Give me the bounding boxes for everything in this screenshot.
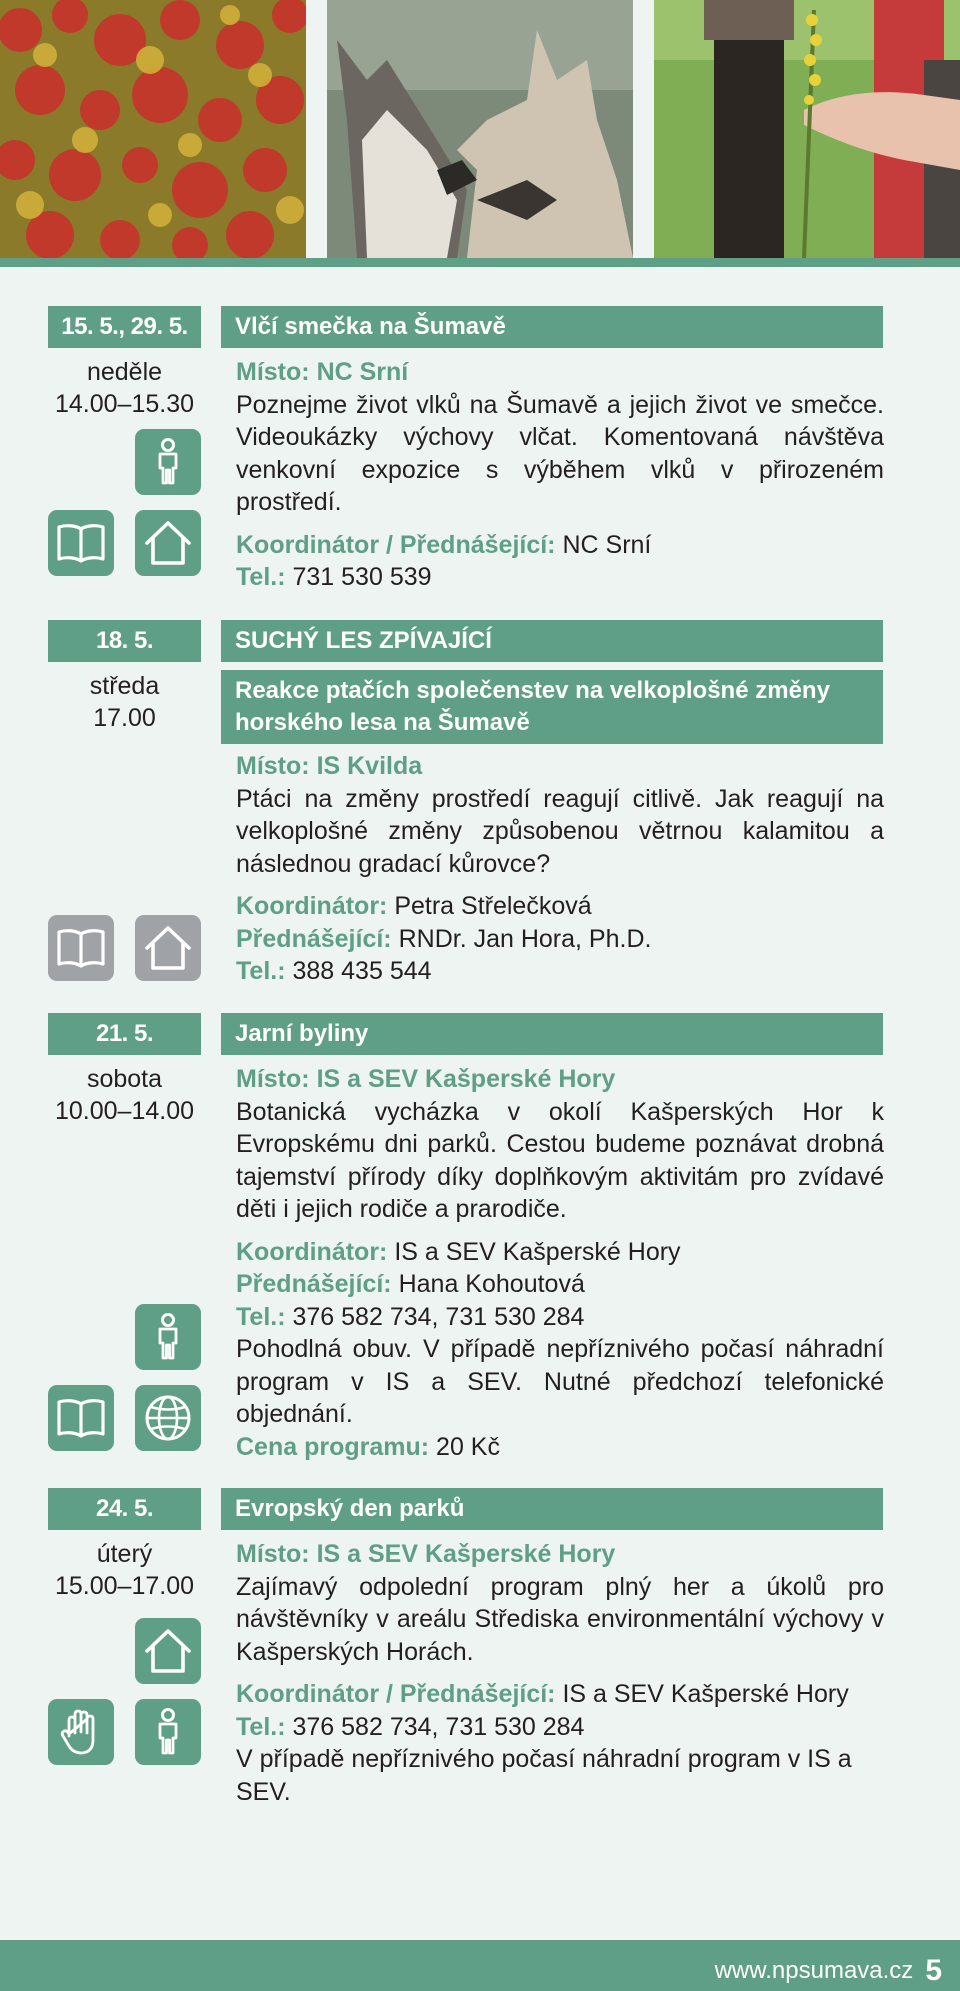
coordinator-label: Koordinátor:	[236, 892, 388, 920]
book-icon	[48, 915, 114, 981]
event-title: Jarní byliny	[221, 1013, 883, 1055]
house-icon	[135, 915, 201, 981]
coordinator-label: Koordinátor / Přednášející:	[236, 530, 556, 559]
book-icon	[48, 510, 114, 576]
place-label: Místo:	[236, 1065, 310, 1093]
hand-icon	[48, 1699, 114, 1765]
event-description: Botanická vycházka v okolí Kašperských Hor k Evropskému dni parků. Cestou budeme poznávat drobná tajemství přírody díky doplňkovým aktivitám pro zvídavé děti i jejich rodiče a prarodiče.	[236, 1097, 884, 1223]
tel-label: Tel.:	[236, 1712, 286, 1741]
photo-wolves	[327, 0, 633, 258]
event-date: 18. 5.	[48, 620, 201, 662]
event-day-time	[48, 670, 201, 734]
house-icon	[135, 510, 201, 576]
coordinator-value: Petra Střelečková	[394, 892, 592, 920]
event-body	[236, 1063, 884, 1463]
globe-icon	[135, 1385, 201, 1451]
event-title: Vlčí smečka na Šumavě	[221, 306, 883, 348]
tel-value: 388 435 544	[292, 957, 432, 985]
event-day-time	[48, 1063, 201, 1127]
event-date: 15. 5., 29. 5.	[48, 306, 201, 348]
child-icon	[135, 429, 201, 495]
header-photos	[0, 0, 960, 258]
lecturer-value: Hana Kohoutová	[398, 1270, 585, 1298]
tel-value: 376 582 734, 731 530 284	[292, 1302, 585, 1331]
event-time: 14.00–15.30	[54, 390, 195, 418]
place-label: Místo:	[236, 752, 310, 780]
event-day-time	[48, 356, 201, 420]
footer-divider	[0, 1940, 960, 1950]
event-day: středa	[89, 672, 160, 700]
event-day: neděle	[86, 358, 163, 386]
price-value: 20 Kč	[436, 1432, 500, 1461]
tel-label: Tel.:	[236, 1302, 286, 1331]
book-icon	[48, 1385, 114, 1451]
place-value: IS Kvilda	[316, 752, 423, 780]
photo-moss	[0, 0, 306, 258]
event-note: Pohodlná obuv. V případě nepříznivého počasí náhradní program v IS a SEV. Nutné předchozí telefonické objednání.	[236, 1335, 884, 1428]
event-day: úterý	[96, 1540, 153, 1568]
event-title: Evropský den parků	[221, 1488, 883, 1530]
coordinator-value: IS a SEV Kašperské Hory	[562, 1680, 849, 1708]
event-date: 21. 5.	[48, 1013, 201, 1055]
place-label: Místo:	[236, 358, 310, 386]
event-time: 15.00–17.00	[54, 1572, 195, 1600]
event-date: 24. 5.	[48, 1488, 201, 1530]
coordinator-label: Koordinátor:	[236, 1237, 388, 1266]
header-divider	[0, 258, 960, 267]
event-day-time	[48, 1538, 201, 1602]
event-day: sobota	[86, 1065, 163, 1093]
event-body	[236, 356, 884, 594]
house-icon	[135, 1618, 201, 1684]
tel-label: Tel.:	[236, 957, 286, 985]
footer	[0, 1950, 960, 1991]
tel-value: 731 530 539	[292, 563, 432, 591]
series-title: SUCHÝ LES ZPÍVAJÍCÍ	[221, 620, 883, 662]
footer-url[interactable]: www.npsumava.cz	[714, 1956, 914, 1984]
event-note: V případě nepříznivého počasí náhradní program v IS a SEV.	[236, 1745, 852, 1806]
event-time: 10.00–14.00	[54, 1097, 195, 1125]
place-value: NC Srní	[316, 358, 409, 386]
place-value: IS a SEV Kašperské Hory	[316, 1540, 616, 1568]
lecturer-label: Přednášející:	[236, 924, 392, 953]
event-body	[236, 750, 884, 988]
coordinator-value: NC Srní	[562, 530, 652, 559]
photo-plant	[654, 0, 960, 258]
page-number: 5	[925, 1953, 942, 1987]
event-description: Poznejme život vlků na Šumavě a jejich život ve smečce. Videoukázky výchovy vlčat. Komentovaná návštěva venkovní expozice s výběhem vlků v přirozeném prostředí.	[236, 390, 884, 516]
lecturer-label: Přednášející:	[236, 1270, 392, 1298]
coordinator-value: IS a SEV Kašperské Hory	[394, 1237, 681, 1266]
event-description: Zajímavý odpolední program plný her a úkolů pro návštěvníky v areálu Střediska environmentální výchovy v Kašperských Horách.	[236, 1572, 884, 1666]
event-description: Ptáci na změny prostředí reagují citlivě. Jak reagují na velkoplošné změny způsobenou větrnou kalamitou a následnou gradací kůrovce?	[236, 784, 884, 878]
event-title: Reakce ptačích společenstev na velkoplošné změny horského lesa na Šumavě	[221, 670, 883, 744]
place-value: IS a SEV Kašperské Hory	[316, 1065, 616, 1093]
child-icon	[135, 1699, 201, 1765]
coordinator-label: Koordinátor / Přednášející:	[236, 1680, 556, 1708]
tel-label: Tel.:	[236, 563, 286, 591]
tel-value: 376 582 734, 731 530 284	[292, 1712, 585, 1741]
lecturer-value: RNDr. Jan Hora, Ph.D.	[398, 924, 652, 953]
place-label: Místo:	[236, 1540, 310, 1568]
price-label: Cena programu:	[236, 1432, 430, 1461]
child-icon	[135, 1304, 201, 1370]
event-time: 17.00	[93, 704, 156, 732]
event-body	[236, 1538, 884, 1808]
